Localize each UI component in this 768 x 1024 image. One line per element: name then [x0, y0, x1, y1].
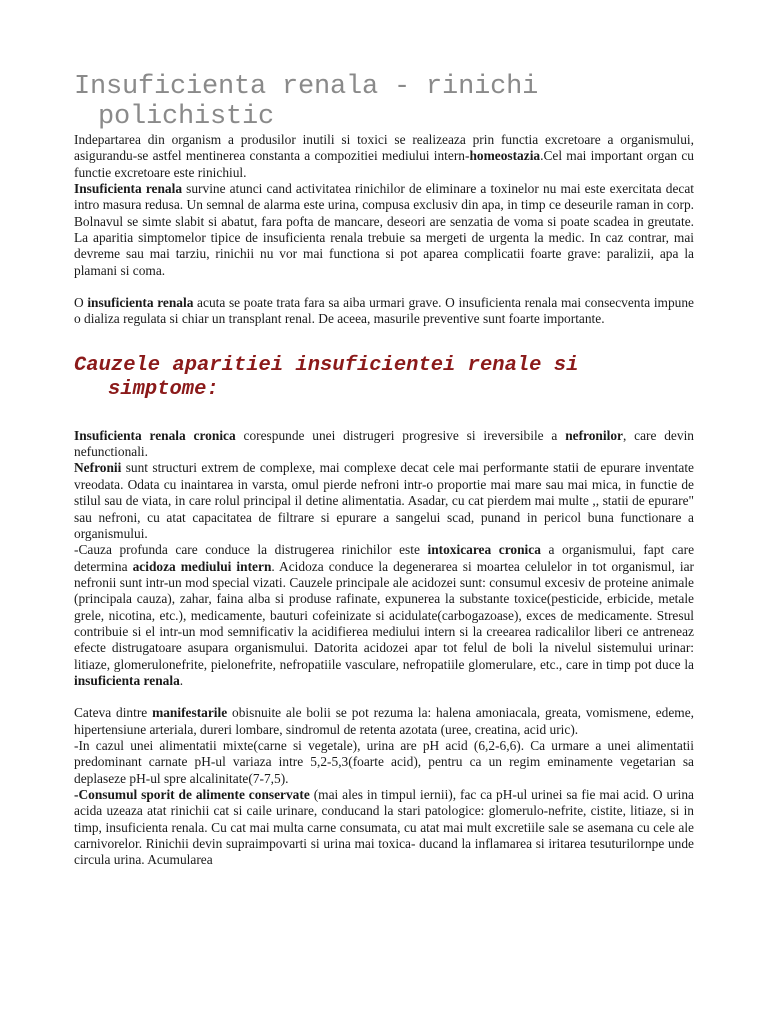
bold-term-nefronilor: nefronilor — [565, 427, 623, 443]
section-paragraph-1 — [74, 428, 694, 461]
section-paragraph-4 — [74, 705, 694, 738]
bold-term-insuficienta-renala: Insuficienta renala — [74, 181, 183, 197]
bold-term-alimente-conservate: -Consumul sporit de alimente conservate — [74, 787, 310, 802]
bold-term-acidoza: acidoza mediului intern — [132, 558, 272, 574]
document-page — [74, 72, 694, 869]
bold-term-insuficienta-renala: insuficienta renala — [74, 672, 180, 688]
bold-term-nefronii: Nefronii — [74, 460, 122, 476]
section-paragraph-6 — [74, 787, 694, 869]
intro-paragraph-2 — [74, 295, 694, 328]
intro-text: .Cel mai important organ cu functie excretoare este rinichiul. — [74, 148, 694, 180]
bold-term-insuficienta-renala: insuficienta renala — [87, 295, 194, 311]
bold-term-manifestarile: manifestarile — [152, 705, 228, 721]
section-text: -In cazul unei alimentatii mixte(carne si vegetale), urina are pH acid (6,2-6,6). Ca urmare a unei alimentatii predominant carnate pH-ul variaza intre 5,2-5,3(foarte acid), pentru ca un regim eminamente vegetarian sa deplaseze pH-ul spre alcalinitate(7-7,5). — [74, 737, 694, 786]
section-heading: Cauzele aparitiei insuficientei renale si simptome: — [74, 353, 579, 401]
section-text: sunt structuri extrem de complexe, mai complexe decat cele mai performante statii de epurare inventate vreodata. Odata cu inaintarea in varsta, omul pierde nefroni intr-o proportie mai mare sau mai mica, in functie de stilul sau de viata, in care rolul principal il detine alimentatia. Asadar, cu cat pierdem mai multe ,, statii de epurare" sau nefroni, cu atat capacitatea de filtrare si epurare a sangelui scad, punand in pericol buna functionare a organismului. — [74, 460, 694, 541]
section-text: . — [179, 672, 184, 688]
section-paragraph-2 — [74, 460, 694, 542]
section-text: , care devin nefunctionali. — [74, 427, 694, 460]
section-text: (mai ales in timpul iernii), fac ca pH-ul urinei sa fie mai acid. O urina acida uzeaza atat rinichii cat si caile urinare, conducand la stari patologice: glomerulo-nefrite, cistite, litiaze, si in timp, insuficienta renala. Cu cat mai multa carne consumata, cu atat mai mult excretiile sale se asemana cu cele ale carnivorelor. Rinichii devin supraimpovarti si urina mai toxica- ducand la inflamarea si iritarea tesuturilornpe unde circula urina. Acumularea — [74, 787, 695, 868]
section-text: a organismului, fapt care determina — [74, 542, 695, 574]
paragraph-gap — [74, 279, 694, 295]
section-text: corespunde unei distrugeri progresive si ireversibile a — [235, 427, 566, 443]
section-paragraph-3 — [74, 542, 694, 689]
section-text: obisnuite ale bolii se pot rezuma la: halena amoniacala, greata, vomismene, edeme, hipertensiune arteriala, dureri lombare, sindromul de retenta azotata (uree, creatina, acid uric). — [74, 705, 695, 737]
intro-text: acuta se poate trata fara sa aiba urmari grave. O insuficienta renala mai consecventa impune o dializa regulata si chiar un transplant renal. De aceea, masurile preventive sunt foarte importante. — [74, 295, 694, 327]
section-text: . Acidoza conduce la degenerarea si moartea celulelor in tot organismul, iar nefronii sunt intr-un mod special vizati. Cauzele principale ale acidozei sunt: consumul excesiv de proteine animale (principala cauza), zahar, faina alba si produse rafinate, expunerea la substante toxice(pesticide, erbicide, metale grele, nicotina, etc.), medicamente, bauturi cofeinizate si acidulate(carbogazoase), exces de medicamente. Stresul contribuie si el intr-un mod semnificativ la acidifierea mediului intern si la creearea radicalilor liberi ce antreneaz efecte distrugatoare asupara organismului. Datorita acidozei apar tot felul de boli la nivelul sistemului urinar: litiaze, glomerulonefrite, pielonefrite, nefropatiile vasculare, nefropatiile glomerulare, etc., care in timp pot duce la — [74, 558, 694, 672]
intro-text: O — [74, 295, 88, 311]
intro-text: survine atunci cand activitatea rinichilor de eliminare a toxinelor nu mai este exercitata decat intro masura redusa. Un semnal de alarma este urina, compusa exclusiv din apa, in timp ce deseurile raman in corp. Bolnavul se simte slabit si abatut, fara pofta de mancare, deseori are senzatia de voma si poate scadea in greutate. La aparitia simptomelor tipice de insuficienta renala trebuie sa mergeti de urgenta la medic. In caz contrar, mai devreme sau mai tarziu, rinichii nu vor mai functiona si pot aparea complicatii foarte grave: paralizii, apa la plamani si coma. — [74, 181, 694, 278]
section-text: -Cauza profunda care conduce la distrugerea rinichilor este — [74, 542, 428, 558]
bold-term-insuficienta-renala-cronica: Insuficienta renala cronica — [74, 427, 236, 443]
intro-paragraph-1 — [74, 132, 694, 279]
bold-term-homeostazia: homeostazia — [469, 148, 541, 164]
document-title: Insuficienta renala - rinichi polichistic — [74, 72, 539, 132]
intro-text: Indepartarea din organism a produsilor inutili si toxici se realizeaza prin functia excretoare a organismului, asigurandu-se astfel mentinerea constanta a compozitiei mediului intern- — [74, 132, 694, 164]
section-text: Cateva dintre — [74, 705, 153, 721]
section-paragraph-5 — [74, 738, 694, 787]
bold-term-intoxicarea-cronica: intoxicarea cronica — [427, 542, 541, 558]
paragraph-gap — [74, 689, 694, 705]
